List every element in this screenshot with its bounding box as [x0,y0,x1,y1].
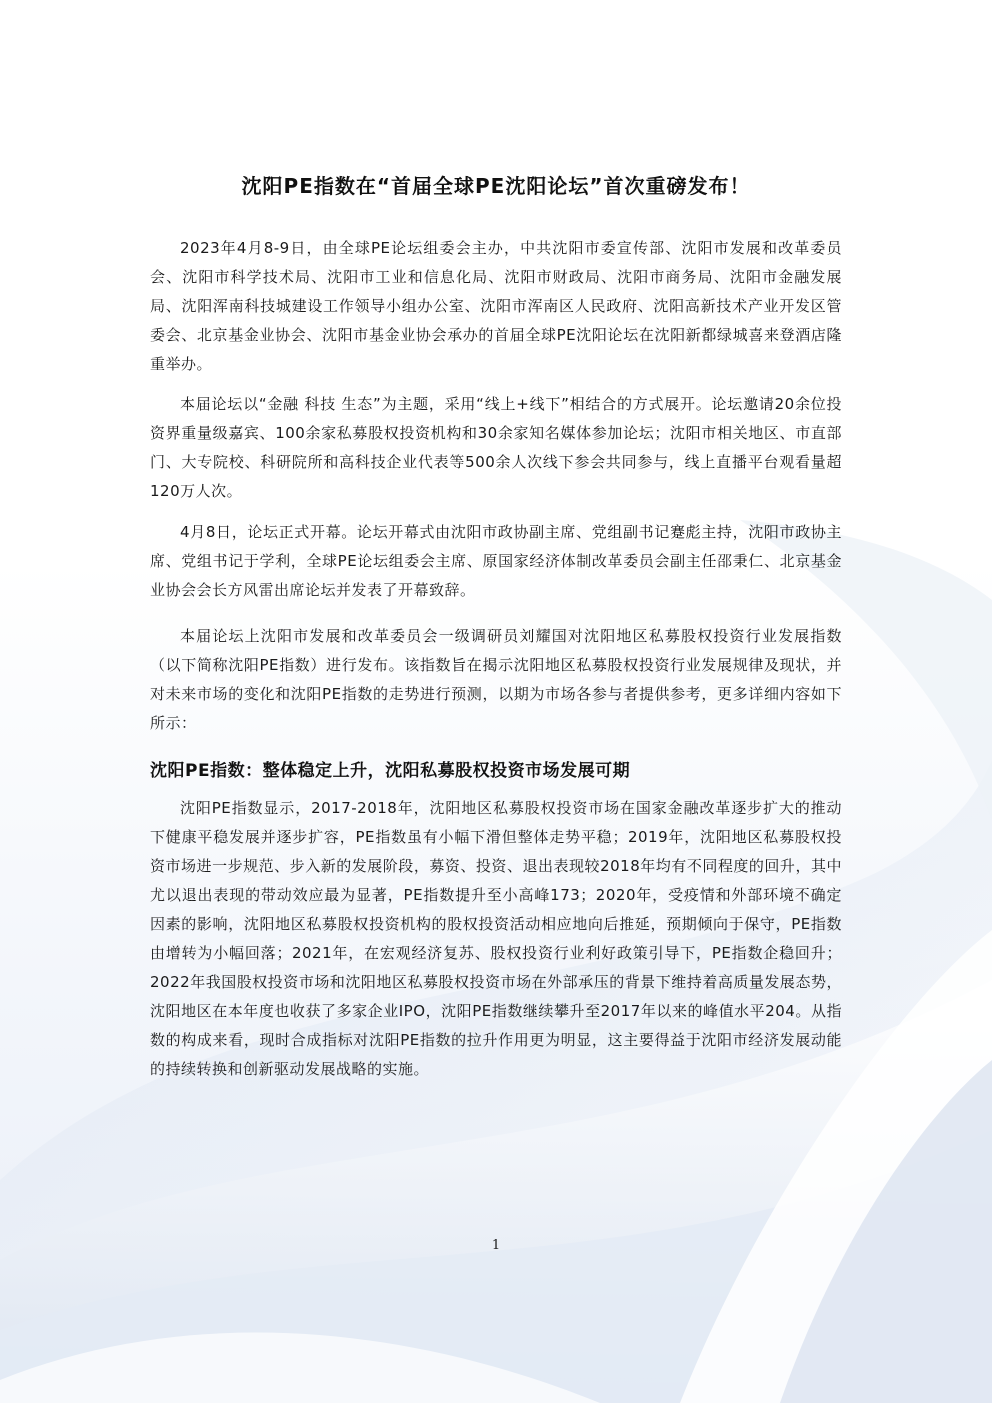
paragraph-4: 本届论坛上沈阳市发展和改革委员会一级调研员刘耀国对沈阳地区私募股权投资行业发展指数（以下简称沈阳PE指数）进行发布。该指数旨在揭示沈阳地区私募股权投资行业发展规律及现状，并对未来市场的变化和沈阳PE指数的走势进行预测，以期为市场各参与者提供参考，更多详细内容如下所示： [150,627,842,732]
paragraph-2: 本届论坛以“金融 科技 生态”为主题，采用“线上+线下”相结合的方式展开。论坛邀请20余位投资界重量级嘉宾、100余家私募股权投资机构和30余家知名媒体参加论坛；沈阳市相关地区、市直部门、大专院校、科研院所和高科技企业代表等500余人次线下参会共同参与，线上直播平台观看量超120万人次。 [150,395,842,500]
paragraph-1: 2023年4月8-9日，由全球PE论坛组委会主办，中共沈阳市委宣传部、沈阳市发展和改革委员会、沈阳市科学技术局、沈阳市工业和信息化局、沈阳市财政局、沈阳市商务局、沈阳市金融发展局、沈阳浑南科技城建设工作领导小组办公室、沈阳市浑南区人民政府、沈阳高新技术产业开发区管委会、北京基金业协会、沈阳市基金业协会承办的首届全球PE沈阳论坛在沈阳新都绿城喜来登酒店隆重举办。 [150,239,842,373]
page-number: 1 [491,1238,501,1253]
document-title: 沈阳PE指数在“首届全球PE沈阳论坛”首次重磅发布！ [241,174,751,198]
section-heading: 沈阳PE指数：整体稳定上升，沈阳私募股权投资市场发展可期 [150,761,631,781]
section-paragraph: 沈阳PE指数显示，2017-2018年，沈阳地区私募股权投资市场在国家金融改革逐步扩大的推动下健康平稳发展并逐步扩容，PE指数虽有小幅下滑但整体走势平稳；2019年，沈阳地区私募股权投资市场进一步规范、步入新的发展阶段，募资、投资、退出表现较2018年均有不同程度的回升，其中尤以退出表现的带动效应最为显著，PE指数提升至小高峰173；2020年，受疫情和外部环境不确定因素的影响，沈阳地区私募股权投资机构的股权投资活动相应地向后推延，预期倾向于保守，PE指数由增转为小幅回落；2021年，在宏观经济复苏、股权投资行业利好政策引导下，PE指数企稳回升；2022年我国股权投资市场和沈阳地区私募股权投资市场在外部承压的背景下维持着高质量发展态势，沈阳地区在本年度也收获了多家企业IPO，沈阳PE指数继续攀升至2017年以来的峰值水平204。从指数的构成来看，现时合成指标对沈阳PE指数的拉升作用更为明显，这主要得益于沈阳市经济发展动能的持续转换和创新驱动发展战略的实施。 [150,799,842,1078]
paragraph-3: 4月8日，论坛正式开幕。论坛开幕式由沈阳市政协副主席、党组副书记蹇彪主持，沈阳市政协主席、党组书记于学利，全球PE论坛组委会主席、原国家经济体制改革委员会副主任邵秉仁、北京基金业协会会长方风雷出席论坛并发表了开幕致辞。 [150,523,842,599]
